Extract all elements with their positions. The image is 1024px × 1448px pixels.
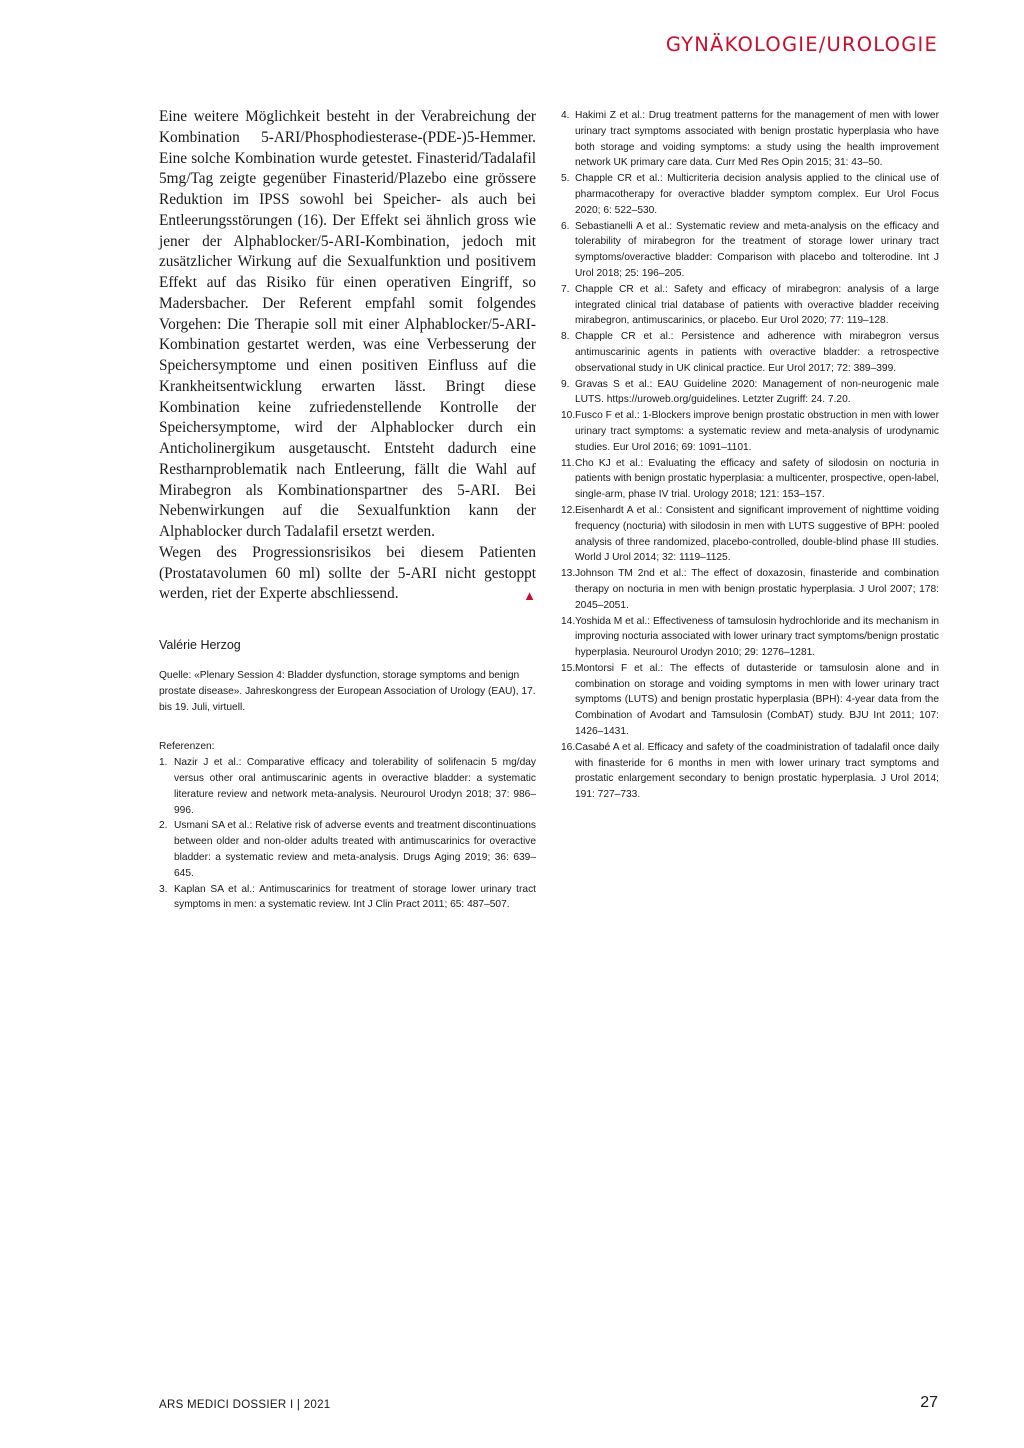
reference-list-right: [561, 108, 939, 803]
article-paragraph: Eine weitere Möglichkeit besteht in der Verabreichung der Kombination 5-ARI/Phosphodiesterase-(PDE-)5-Hemmer. Eine solche Kombination wurde getestet. Finasterid/Tadalafil 5mg/Tag zeigte gegenüber Finasterid/Plazebo eine grössere Reduktion im IPSS sowohl bei Speicher- als auch bei Entleerungsstörungen (16). Der Effekt sei ähnlich gross wie jener der Alphablocker/5-ARI-Kombination, jedoch mit zusätzlicher Wirkung auf die Sexualfunktion und positivem Effekt auf das Risiko für einen operativen Eingriff, so Madersbacher. Der Referent empfahl somit folgendes Vorgehen: Die Therapie soll mit einer Alphablocker/5-ARI-Kombination gestartet werden, was eine Verbesserung der Speichersymptome und einen positiven Einfluss auf die Krankheitsentwicklung erwarten lässt. Bringt diese Kombination keine zufriedenstellende Kontrolle der Speichersymptome, wird der Alphablocker durch ein Anticholinergikum ausgetauscht. Entsteht dadurch eine Restharnproblematik nach Entleerung, fällt die Wahl auf Mirabegron als Kombinationspartner des 5-ARI. Bei Nebenwirkungen auf die Sexualfunktion kann der Alphablocker durch Tadalafil ersetzt werden.: [159, 108, 536, 540]
reference-number: 2.: [159, 820, 168, 832]
page-number: 27: [920, 1394, 938, 1411]
reference-text: Fusco F et al.: 1-Blockers improve benign prostatic obstruction in men with lower urinary tract symptoms: a systematic review and meta-analysis of urodynamic studies. Eur Urol 2016; 69: 1091–1101.: [575, 410, 939, 453]
reference-number: 12.: [561, 504, 576, 516]
reference-number: 9.: [561, 378, 570, 390]
reference-text: Hakimi Z et al.: Drug treatment patterns for the management of men with lower urinary tract symptoms associated with benign prostatic hyperplasia who have both storage and voiding symptoms: a study using the health improvement network UK primary care data. Curr Med Res Opin 2015; 31: 43–50.: [575, 110, 939, 169]
reference-item: [561, 108, 939, 171]
reference-text: Montorsi F et al.: The effects of dutasteride or tamsulosin alone and in combination on storage and voiding symptoms in men with lower urinary tract symptoms (LUTS) and benign prostatic hyperplasia (BPH): 4-year data from the Combination of Avodart and Tamsulosin (CombAT) study. BJU Int 2011; 107: 1426–1431.: [575, 662, 939, 738]
reference-number: 7.: [561, 283, 570, 295]
reference-item: [561, 456, 939, 503]
reference-item: [561, 614, 939, 661]
reference-item: [561, 566, 939, 613]
reference-number: 11.: [561, 457, 575, 469]
reference-text: Kaplan SA et al.: Antimuscarinics for treatment of storage lower urinary tract symptoms in men: a systematic review. Int J Clin Pract 2011; 65: 487–507.: [174, 883, 536, 911]
reference-text: Usmani SA et al.: Relative risk of adverse events and treatment discontinuations between older and non-older adults treated with antimuscarinics for overactive bladder: a systematic review and meta-analysis. Drugs Aging 2019; 36: 639–645.: [174, 820, 536, 879]
reference-number: 6.: [561, 220, 570, 232]
reference-text: Cho KJ et al.: Evaluating the efficacy and safety of silodosin on nocturia in patients with benign prostatic hyperplasia: a multicenter, prospective, open-label, single-arm, phase IV trial. Urology 2018; 121: 153–157.: [575, 457, 939, 501]
reference-number: 3.: [159, 883, 168, 895]
article-paragraph-text: Wegen des Progressionsrisikos bei diesem Patienten (Prostatavolumen 60 ml) sollte der 5-ARI nicht gestoppt werden, riet der Experte abschliessend.: [159, 543, 536, 603]
reference-number: 14.: [561, 615, 576, 627]
reference-item: [561, 219, 939, 282]
reference-text: Chapple CR et al.: Multicriteria decision analysis applied to the clinical use of pharmacotherapy for overactive bladder symptom complex. Eur Urol Focus 2020; 6: 522–530.: [575, 173, 939, 216]
reference-list-left: [159, 755, 536, 913]
reference-item: [561, 282, 939, 329]
reference-item: [561, 171, 939, 218]
reference-item: [159, 882, 536, 914]
reference-item: [561, 740, 939, 803]
references-heading: Referenzen:: [159, 741, 215, 753]
end-of-article-icon: ▲: [523, 588, 536, 604]
reference-text: Eisenhardt A et al.: Consistent and significant improvement of nighttime voiding frequency (nocturia) with silodosin in men with LUTS suggestive of BPH: pooled analysis of three randomized, placebo-controlled, double-blind phase III studies. World J Urol 2014; 32: 1119–1125.: [575, 504, 939, 564]
reference-item: [159, 818, 536, 881]
footer-publication: ARS MEDICI DOSSIER I | 2021: [159, 1399, 331, 1411]
author-name: Valérie Herzog: [159, 638, 241, 652]
references-column: [561, 108, 939, 803]
reference-number: 16.: [561, 741, 576, 753]
reference-text: Chapple CR et al.: Safety and efficacy of mirabegron: analysis of a large integrated clinical trial database of patients with overactive bladder receiving mirabegron, antimuscarinics, or placebo. Eur Urol 2020; 77: 119–128.: [575, 283, 939, 327]
reference-number: 4.: [561, 110, 570, 121]
reference-item: [561, 503, 939, 566]
article-column: [159, 107, 536, 913]
reference-item: [561, 661, 939, 740]
reference-number: 13.: [561, 568, 576, 580]
source-note: Quelle: «Plenary Session 4: Bladder dysfunction, storage symptoms and benign prostate disease». Jahreskongress der European Association of Urology (EAU), 17. bis 19. Juli, virtuell.: [159, 670, 536, 713]
reference-text: Gravas S et al.: EAU Guideline 2020: Management of non-neurogenic male LUTS. https://uroweb.org/guidelines. Letzter Zugriff: 24. 7.20.: [575, 378, 939, 406]
reference-text: Nazir J et al.: Comparative efficacy and tolerability of solifenacin 5 mg/day versus other oral antimuscarinic agents in overactive bladder: a systematic literature review and network meta-analysis. Neurourol Urodyn 2018; 37: 986–996.: [174, 757, 536, 816]
reference-text: Casabé A et al. Efficacy and safety of the coadministration of tadalafil once daily with finasteride for 6 months in men with lower urinary tract symptoms and prostatic enlargement secondary to benign prostatic hyperplasia. J Urol 2014; 191: 727–733.: [575, 741, 939, 801]
section-title: GYNÄKOLOGIE/UROLOGIE: [665, 33, 938, 56]
reference-number: 15.: [561, 662, 576, 674]
reference-item: [561, 377, 939, 409]
reference-number: 1.: [159, 757, 168, 769]
reference-text: Sebastianelli A et al.: Systematic review and meta-analysis on the efficacy and tolerability of mirabegron for the treatment of storage lower urinary tract symptoms/overactive bladder: Comparison with placebo and tolterodine. Int J Urol 2018; 25: 196–205.: [575, 220, 939, 279]
reference-number: 8.: [561, 331, 570, 343]
reference-item: [159, 755, 536, 818]
reference-item: [561, 408, 939, 455]
reference-text: Yoshida M et al.: Effectiveness of tamsulosin hydrochloride and its mechanism in improving nocturia associated with lower urinary tract symptoms/benign prostatic hyperplasia. Neurourol Urodyn 2010; 29: 1276–1281.: [575, 615, 939, 659]
reference-number: 10.: [561, 410, 576, 422]
article-paragraph-final: [159, 543, 536, 605]
reference-number: 5.: [561, 173, 570, 185]
reference-text: Chapple CR et al.: Persistence and adherence with mirabegron versus antimuscarinic agents in patients with overactive bladder: a retrospective observational study in UK clinical practice. Eur Urol 2017; 72: 389–399.: [575, 331, 939, 374]
reference-item: [561, 329, 939, 376]
reference-text: Johnson TM 2nd et al.: The effect of doxazosin, finasteride and combination therapy on nocturia in men with benign prostatic hyperplasia. J Urol 2007; 178: 2045–2051.: [575, 568, 939, 611]
